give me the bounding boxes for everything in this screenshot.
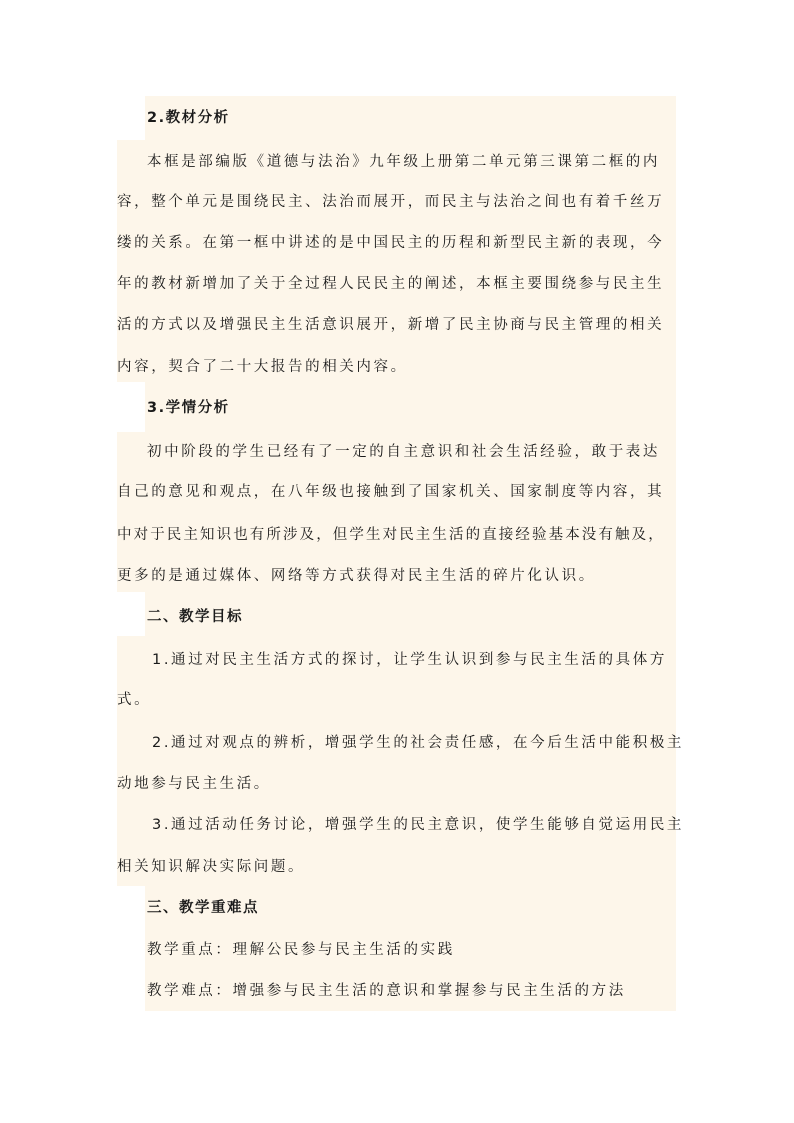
paragraph-line: 初中阶段的学生已经有了一定的自主意识和社会生活经验，敢于表达 (147, 444, 660, 460)
section-heading-students: 3.学情分析 (147, 400, 230, 416)
goal-line: 2.通过对观点的辨析，增强学生的社会责任感，在今后生活中能积极主 (152, 735, 685, 751)
paragraph-line: 活的方式以及增强民主生活意识展开，新增了民主协商与民主管理的相关 (117, 317, 665, 333)
paragraph-line: 自己的意见和观点，在八年级也接触到了国家机关、国家制度等内容，其 (117, 484, 665, 500)
goal-line: 3.通过活动任务讨论，增强学生的民主意识，使学生能够自觉运用民主 (152, 817, 685, 833)
paragraph-line: 更多的是通过媒体、网络等方式获得对民主生活的碎片化认识。 (117, 568, 596, 584)
key-point-line: 教学重点：理解公民参与民主生活的实践 (147, 942, 455, 958)
paragraph-line: 本框是部编版《道德与法治》九年级上册第二单元第三课第二框的内 (147, 154, 660, 170)
shade-band-left-3 (117, 636, 147, 886)
section-heading-difficulty: 三、教学重难点 (147, 900, 259, 916)
goal-line: 1.通过对民主生活方式的探讨，让学生认识到参与民主生活的具体方 (152, 652, 667, 668)
goal-line: 动地参与民主生活。 (117, 776, 271, 792)
section-heading-goals: 二、教学目标 (147, 609, 243, 625)
goal-line: 相关知识解决实际问题。 (117, 859, 306, 875)
difficult-point-line: 教学难点：增强参与民主生活的意识和掌握参与民主生活的方法 (147, 983, 626, 999)
paragraph-line: 年的教材新增加了关于全过程人民民主的阐述，本框主要围绕参与民主生 (117, 276, 665, 292)
paragraph-line: 容，整个单元是围绕民主、法治而展开，而民主与法治之间也有着千丝万 (117, 194, 665, 210)
goal-line: 式。 (117, 692, 152, 708)
section-heading-materials: 2.教材分析 (147, 110, 230, 126)
shade-band-left (117, 140, 147, 382)
paragraph-line: 缕的关系。在第一框中讲述的是中国民主的历程和新型民主新的表现，今 (117, 235, 665, 251)
paragraph-line: 中对于民主知识也有所涉及，但学生对民主生活的直接经验基本没有触及， (117, 527, 665, 543)
paragraph-line: 内容，契合了二十大报告的相关内容。 (117, 359, 408, 375)
